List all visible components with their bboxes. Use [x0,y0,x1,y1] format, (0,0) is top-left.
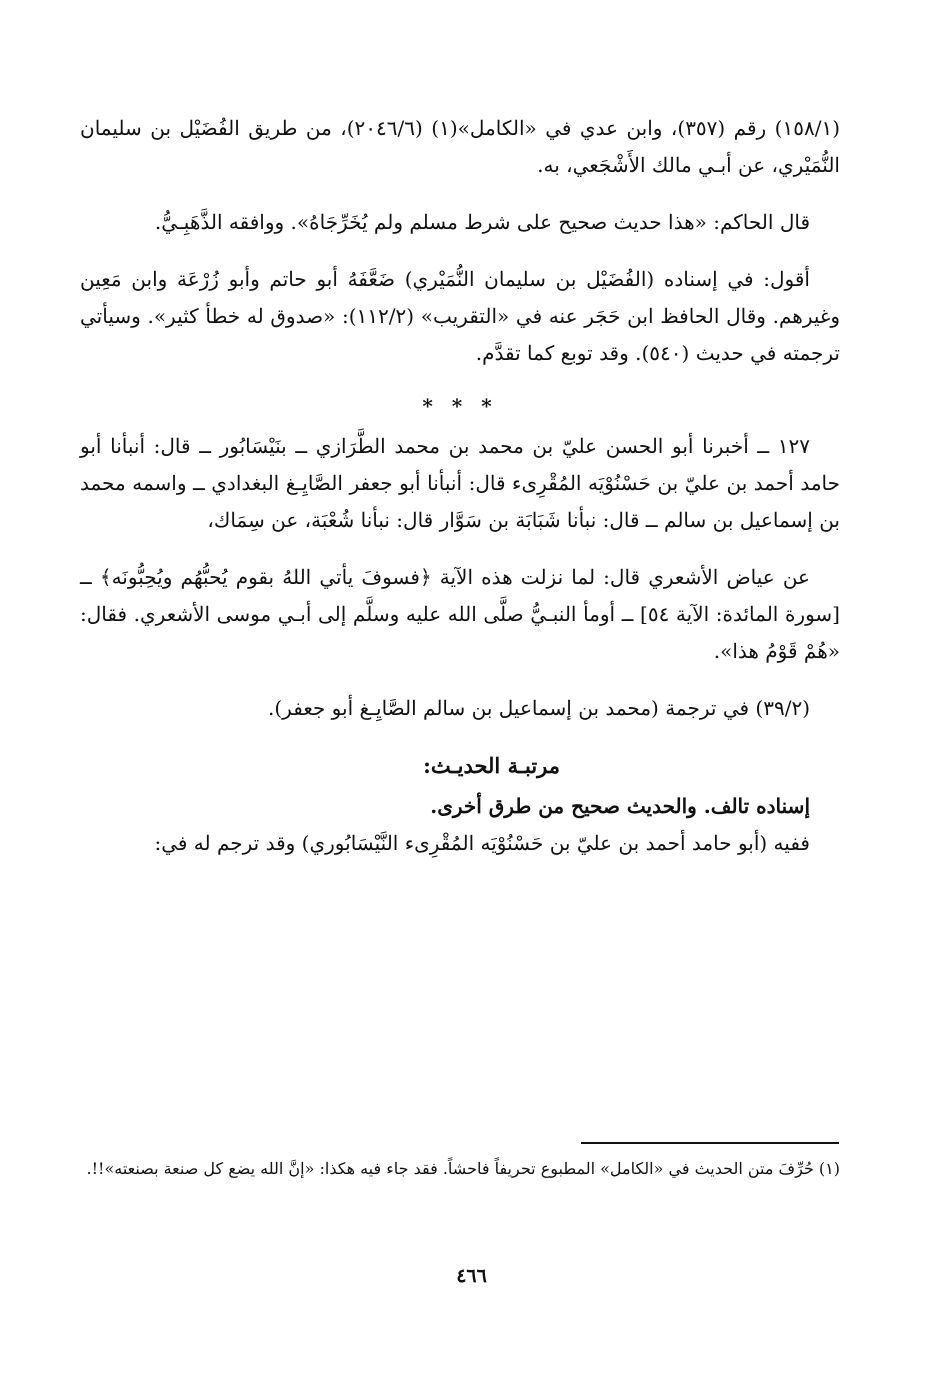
paragraph-grading-verdict: إسناده تالف. والحديث صحيح من طرق أخرى. [430,794,810,818]
paragraph-source-citation: (١٥٨/١) رقم (٣٥٧)، وابن عدي في «الكامل»(١) (٢٠٤٦/٦)، من طريق الفُضَيْل بن سليمان النُّمَيْري، عن أبـي مالك الأَشْجَعي، به. [80,116,841,177]
paragraph-author-comment: أقول: في إسناده (الفُضَيْل بن سليمان النُّمَيْري) ضَعَّفَهُ أبو حاتم وأبو زُرْعَة وابن مَعِين وغيرهم. وقال الحافظ ابن حَجَر عنه في «التقريب» (١١٢/٢): «صدوق له خطأ كثير». وسيأتي ترجمته في حديث (٥٤٠). وقد توبع كما تقدَّم. [80,267,841,365]
page-number: ٤٦٦ [456,1265,487,1287]
paragraph-reference: (٣٩/٢) في ترجمة (محمد بن إسماعيل بن سالم الصَّايِـغ أبو جعفر). [268,696,810,720]
section-divider-stars: * * * [422,394,498,418]
paragraph-narrator-note: ففيه (أبو حامد أحمد بن عليّ بن حَسْنُوْيَه المُقْرِىء النَّيْسَابُوري) وقد ترجم له في: [154,831,810,855]
footnote: (١) حُرِّفَ متن الحديث في «الكامل» المطبوع تحريفاً فاحشاً. فقد جاء فيه هكذا: «إنَّ الله يضع كل صنعة بصنعته»!!. [86,1159,840,1178]
page-body [80,110,840,862]
paragraph-hadith-text: عن عياض الأشعري قال: لما نزلت هذه الآية ﴿فسوفَ يأتي اللهُ بقوم يُحبُّهُم ويُحِبُّونَه﴾ ــ [سورة المائدة: الآية ٥٤] ــ أومأ النبـيُّ صلَّى الله عليه وسلَّم إلى أبـي موسى الأشعري. فقال: «هُمْ قَوْمُ هذا». [80,565,840,663]
footnote-separator [581,1142,839,1144]
paragraph-hakim-grading: قال الحاكم: «هذا حديث صحيح على شرط مسلم ولم يُخَرِّجَاهُ». ووافقه الذَّهَبِـيُّ. [154,210,810,234]
paragraph-hadith-chain: ١٢٧ ــ أخبرنا أبو الحسن عليّ بن محمد بن محمد الطَّرَازي ــ بنَيْسَابُور ــ قال: أنبأنا أبو حامد أحمد بن عليّ بن حَسْنُوْيَه المُقْرِىء قال: أنبأنا أبو جعفر الصَّايِـغ البغدادي ــ واسمه محمد بن إسماعيل بن سالم ــ قال: نبأنا شَبَابَة بن سَوَّار قال: نبأنا شُعْبَة، عن سِمَاك، [80,434,840,532]
section-heading: مرتبـة الحديـث: [423,753,560,778]
